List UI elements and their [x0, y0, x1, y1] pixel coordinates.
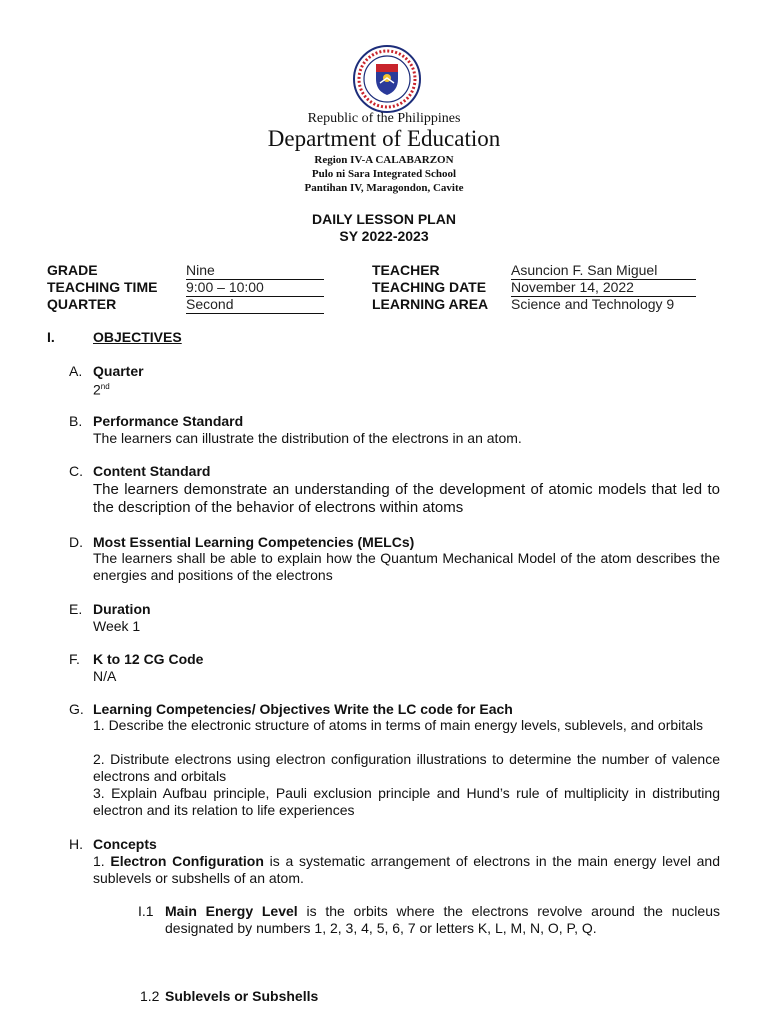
school-name: Pulo ni Sara Integrated School [311, 168, 457, 180]
lesson-info-block [0, 262, 768, 314]
school-year: SY 2022-2023 [339, 228, 429, 244]
subconcept-definition: is the orbits where the electrons revolve around the nucleus designated by numbers 1, 2, 3, 4, 5, 6, 7 or letters K, L, M, N, O, P, Q. [165, 903, 720, 936]
learning-area-value: Science and Technology 9 [511, 296, 675, 312]
item-letter: F. [69, 651, 80, 667]
item-letter: D. [69, 534, 83, 550]
objective-duration [0, 601, 768, 635]
teaching-date-value: November 14, 2022 [511, 279, 696, 297]
quarter-label: QUARTER [47, 296, 117, 312]
concept-electron-configuration [93, 853, 720, 886]
teaching-date-label: TEACHING DATE [372, 279, 487, 295]
item-heading: Content Standard [93, 463, 211, 479]
learning-area-label: LEARNING AREA [372, 296, 489, 312]
region-line: Region IV-A CALABARZON [314, 154, 454, 166]
objective-quarter [0, 363, 768, 397]
item-text: N/A [93, 668, 117, 684]
teacher-value: Asuncion F. San Miguel [511, 262, 696, 280]
quarter-suffix: nd [100, 382, 110, 391]
subconcept-text [165, 903, 720, 936]
item-letter: E. [69, 601, 83, 617]
objective-learning-competencies [0, 701, 768, 821]
department-title: Department of Education [267, 126, 501, 151]
item-letter: G. [69, 701, 84, 717]
item-letter: A. [69, 363, 83, 379]
deped-seal-logo [347, 45, 427, 113]
item-heading: Concepts [93, 836, 157, 852]
objective-melcs [0, 534, 768, 586]
item-letter: H. [69, 836, 83, 852]
subconcept-term: Main Energy Level [165, 903, 298, 919]
item-heading: K to 12 CG Code [93, 651, 204, 667]
item-heading: Performance Standard [93, 413, 244, 429]
item-text: The learners can illustrate the distribution of the electrons in an atom. [93, 430, 522, 446]
competency-3: 3. Explain Aufbau principle, Pauli exclusion principle and Hund’s rule of multiplicity in distributing electron and its relation to life experiences [93, 785, 720, 818]
teacher-label: TEACHER [372, 262, 440, 278]
objective-cg-code [0, 651, 768, 685]
item-text: The learners shall be able to explain how the Quantum Mechanical Model of the atom describes the energies and positions of the electrons [93, 550, 720, 583]
item-heading: Quarter [93, 363, 144, 379]
item-letter: C. [69, 463, 83, 479]
item-text: Week 1 [93, 618, 141, 634]
section-numeral: I. [47, 329, 55, 345]
subconcept-number: I.1 [138, 903, 154, 919]
concept-definition: is a systematic arrangement of electrons in the main energy level and sublevels or subshells of an atom. [93, 853, 721, 886]
quarter-number: 2 [93, 381, 101, 398]
item-letter: B. [69, 413, 83, 429]
document-title: DAILY LESSON PLAN [312, 211, 456, 227]
subconcept-number: 1.2 [140, 988, 160, 1004]
quarter-value [93, 379, 720, 398]
objective-performance-standard [0, 413, 768, 447]
grade-value: Nine [186, 262, 324, 280]
objective-concepts [0, 836, 768, 888]
competency-2: 2. Distribute electrons using electron configuration illustrations to determine the number of valence electrons and orbitals [93, 751, 720, 784]
item-text: The learners demonstrate an understanding of the development of atomic models that led to the description of the behavior of electrons within atoms [93, 481, 720, 516]
subconcept-main-energy-level [0, 903, 768, 937]
republic-line: Republic of the Philippines [307, 111, 461, 126]
objective-content-standard [0, 463, 768, 519]
concept-number: 1. [93, 853, 105, 869]
item-heading: Learning Competencies/ Objectives Write the LC code for Each [93, 701, 513, 717]
concept-term: Electron Configuration [110, 853, 264, 869]
objectives-heading: OBJECTIVES [93, 329, 182, 345]
teaching-time-label: TEACHING TIME [47, 279, 158, 295]
quarter-value: Second [186, 296, 324, 314]
grade-label: GRADE [47, 262, 98, 278]
item-heading: Most Essential Learning Competencies (MELCs) [93, 534, 415, 550]
teaching-time-value: 9:00 – 10:00 [186, 279, 324, 297]
competency-1: 1. Describe the electronic structure of atoms in terms of main energy levels, sublevels, and orbitals [93, 717, 704, 733]
item-heading: Duration [93, 601, 151, 617]
subconcept-sublevels [0, 988, 768, 1006]
subconcept-term: Sublevels or Subshells [165, 988, 319, 1004]
school-address: Pantihan IV, Maragondon, Cavite [304, 182, 464, 194]
